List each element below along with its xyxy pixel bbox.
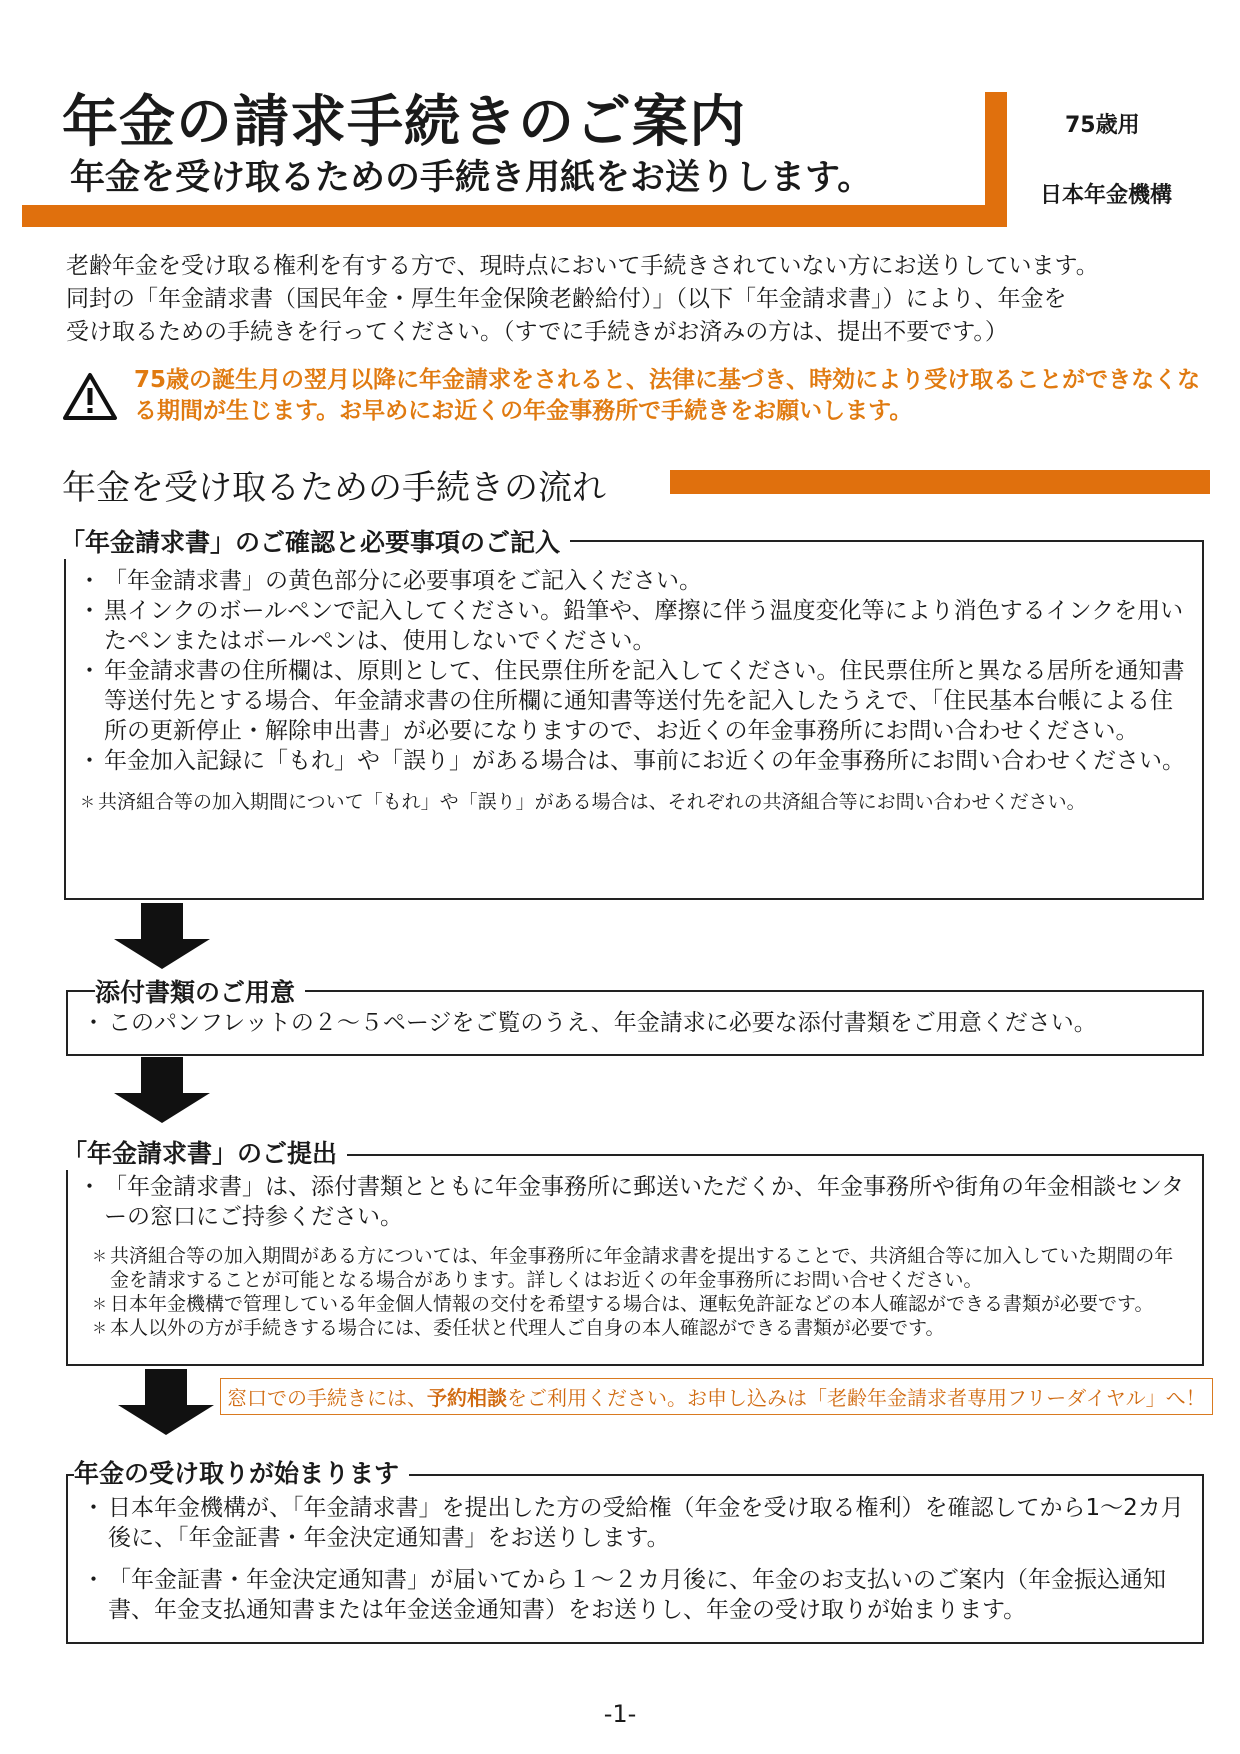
list-item: ・ このパンフレットの２～５ページをご覧のうえ、年金請求に必要な添付書類をご用意ください。: [84, 1008, 1196, 1038]
footnote: ＊ 共済組合等の加入期間がある方については、年金事務所に年金請求書を提出することで、共済組合等に加入していた期間の年金を請求することが可能となる場合があります。詳しくはお近くの年金事務所にお問い合せください。: [92, 1244, 1190, 1292]
flow-heading: 年金を受け取るための手続きの流れ: [62, 468, 606, 508]
header-vertical-bar: [985, 92, 1007, 227]
warning-text: 75歳の誕生月の翌月以降に年金請求をされると、法律に基づき、時効により受け取ることができなくなる期間が生じます。お早めにお近くの年金事務所で手続きをお願いします。: [134, 367, 1201, 424]
page-number: -1-: [603, 1700, 637, 1728]
section-title-submit: 「年金請求書」のご提出: [62, 1134, 347, 1170]
age-tag: 75歳用: [1065, 113, 1140, 138]
footnote: ＊ 本人以外の方が手続きする場合には、委任状と代理人ご自身の本人確認ができる書類が必要です。: [92, 1316, 1190, 1340]
section-content-receive: [84, 1493, 1194, 1625]
callout-text-after: をご利用ください。お申し込みは「老齢年金請求者専用フリーダイヤル」へ！: [507, 1386, 1206, 1410]
flow-arrow-shaft: [141, 903, 183, 939]
section-content-confirm: [80, 566, 1190, 814]
list-item: ・ 年金請求書の住所欄は、原則として、住民票住所を記入してください。住民票住所と異なる居所を通知書等送付先とする場合、年金請求書の住所欄に通知書等送付先を記入したうえで、「住民基本台帳による住所の更新停止・解除申出書」が必要になりますので、お近くの年金事務所にお問い合わせください。: [80, 656, 1190, 746]
intro-line: 同封の「年金請求書（国民年金・厚生年金保険老齢給付）」（以下「年金請求書」）により、年金を: [66, 286, 1067, 312]
header-underline: [22, 205, 1007, 227]
flow-arrow-head: [114, 939, 210, 969]
section-title-confirm: 「年金請求書」のご確認と必要事項のご記入: [60, 523, 570, 559]
list-item: ・ 「年金請求書」の黄色部分に必要事項をご記入ください。: [80, 566, 1190, 596]
organization-name: 日本年金機構: [1040, 183, 1173, 208]
flow-arrow-shaft: [141, 1057, 183, 1093]
flow-arrow-shaft: [145, 1369, 187, 1405]
list-item: ・ 日本年金機構が、「年金請求書」を提出した方の受給権（年金を受け取る権利）を確認してから1～2カ月後に、「年金証書・年金決定通知書」をお送りします。: [84, 1493, 1194, 1553]
list-item: ・ 黒インクのボールペンで記入してください。鉛筆や、摩擦に伴う温度変化等により消色するインクを用いたペンまたはボールペンは、使用しないでください。: [80, 596, 1190, 656]
section-title-documents: 添付書類のご用意: [95, 973, 305, 1009]
footnote-list: [80, 1244, 1190, 1340]
intro-line: 老齢年金を受け取る権利を有する方で、現時点において手続きされていない方にお送りしています。: [66, 253, 1099, 279]
section-content-submit: [80, 1172, 1190, 1340]
callout-text-before: 窓口での手続きには、: [227, 1386, 427, 1410]
page-title: 年金の請求手続きのご案内: [62, 90, 746, 155]
warning-icon: [62, 372, 118, 422]
section-title-receive: 年金の受け取りが始まります: [74, 1454, 409, 1490]
intro-text: [66, 250, 1206, 349]
page-subtitle: 年金を受け取るための手続き用紙をお送りします。: [70, 158, 873, 198]
reservation-callout: [220, 1378, 1213, 1415]
section-content-documents: [84, 1008, 1196, 1038]
intro-line: 受け取るための手続きを行ってください。（すでに手続きがお済みの方は、提出不要です。）: [66, 319, 1008, 345]
list-item: ・ 年金加入記録に「もれ」や「誤り」がある場合は、事前にお近くの年金事務所にお問い合わせください。: [80, 746, 1190, 776]
list-item: ・ 「年金証書・年金決定通知書」が届いてから１～２カ月後に、年金のお支払いのご案内（年金振込通知書、年金支払通知書または年金送金通知書）をお送りし、年金の受け取りが始まります。: [84, 1565, 1194, 1625]
callout-highlight: 予約相談: [427, 1386, 507, 1410]
flow-arrow-head: [118, 1405, 214, 1435]
list-item: ・ 「年金請求書」は、添付書類とともに年金事務所に郵送いただくか、年金事務所や街角の年金相談センターの窓口にご持参ください。: [80, 1172, 1190, 1232]
flow-arrow-head: [114, 1093, 210, 1123]
footnote: ＊ 日本年金機構で管理している年金個人情報の交付を希望する場合は、運転免許証などの本人確認ができる書類が必要です。: [92, 1292, 1190, 1316]
footnote: ＊ 共済組合等の加入期間について「もれ」や「誤り」がある場合は、それぞれの共済組合等にお問い合わせください。: [80, 790, 1190, 814]
flow-heading-bar: [670, 470, 1210, 494]
